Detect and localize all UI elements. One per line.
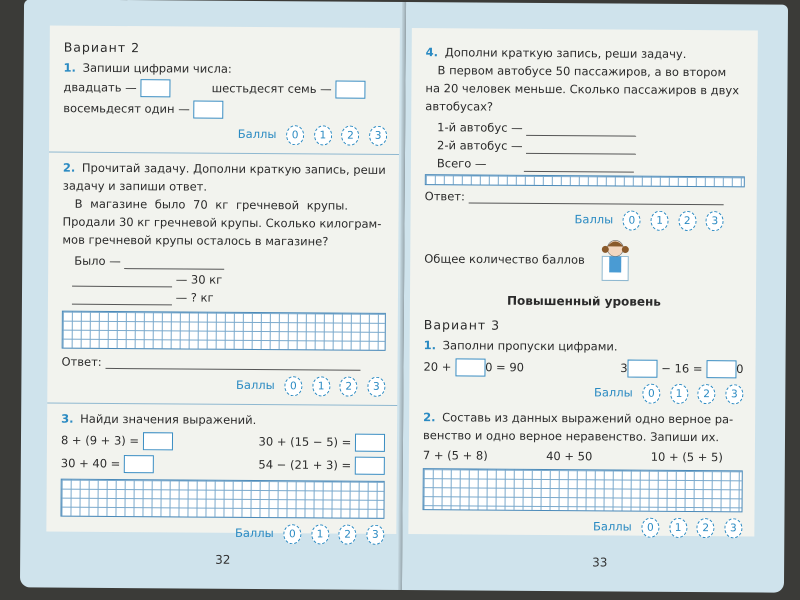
- score-label: Баллы: [593, 519, 632, 534]
- score-circle[interactable]: 3: [725, 384, 743, 404]
- score-label: Баллы: [593, 385, 633, 400]
- task-text: Запиши цифрами числа:: [82, 60, 232, 76]
- expression: − 16 =: [661, 361, 703, 376]
- answer-box[interactable]: [140, 79, 170, 97]
- score-row: [424, 209, 744, 231]
- score-circle[interactable]: 1: [314, 125, 332, 145]
- task-text: Прочитай задачу. Дополни краткую запись, реши: [81, 160, 386, 177]
- answer-box[interactable]: [355, 457, 385, 475]
- score-row: [423, 382, 743, 404]
- expression-row: [423, 358, 743, 378]
- expression: 0 = 90: [485, 360, 525, 375]
- task2-header: [423, 410, 743, 427]
- score-circle[interactable]: 1: [670, 384, 688, 404]
- score-circle[interactable]: 0: [642, 384, 660, 404]
- task-number: 2.: [62, 160, 76, 175]
- expression-row: [61, 455, 385, 475]
- solution-grid[interactable]: [60, 479, 384, 519]
- score-label: Баллы: [234, 525, 274, 541]
- score-row: [63, 124, 387, 146]
- answer-box[interactable]: [124, 455, 154, 473]
- variant-title: Вариант 2: [63, 39, 141, 56]
- task1-header: [424, 338, 744, 355]
- short-note-row1: [425, 120, 745, 137]
- total-score-label: Общее количество баллов: [424, 251, 585, 267]
- answer-box[interactable]: [455, 358, 485, 376]
- answer-line[interactable]: [105, 356, 360, 371]
- number-word: двадцать —: [63, 80, 137, 95]
- note-label: Всего —: [436, 156, 487, 171]
- answer-label: Ответ:: [61, 354, 102, 369]
- open-workbook: [20, 0, 788, 593]
- answer-box[interactable]: [706, 360, 736, 378]
- score-label: Баллы: [237, 126, 277, 142]
- task-number: 3.: [61, 411, 74, 426]
- expression-row: [61, 432, 385, 452]
- score-circle[interactable]: 1: [312, 376, 330, 396]
- short-note-row1: [62, 254, 386, 271]
- number-word: шестьдесят семь —: [211, 81, 332, 96]
- expression: 20 +: [423, 359, 452, 374]
- expression: 3: [620, 361, 628, 376]
- score-circle[interactable]: 0: [641, 518, 659, 538]
- task-text: Заполни пропуски цифрами.: [442, 338, 618, 354]
- blank-line[interactable]: [124, 256, 224, 270]
- score-circle[interactable]: 0: [286, 125, 304, 145]
- task-text: Составь из данных выражений одно верное ра-: [442, 410, 734, 427]
- blank-line[interactable]: [526, 123, 636, 137]
- note-label: 1-й автобус —: [437, 120, 523, 135]
- problem-text: Продали 30 кг гречневой крупы. Сколько килограм-: [62, 214, 382, 231]
- right-page-content: [408, 28, 758, 536]
- note-label: Было —: [74, 253, 121, 269]
- task4-header: [426, 45, 746, 62]
- problem-text: мов гречневой крупы осталось в магазине?: [62, 232, 329, 249]
- expression: 30 + 40 =: [60, 456, 121, 471]
- problem-text: автобусах?: [425, 99, 494, 114]
- right-page: [402, 2, 788, 593]
- score-circle[interactable]: 1: [669, 518, 687, 538]
- score-row: [422, 516, 742, 538]
- answer-box[interactable]: [193, 101, 223, 119]
- number-word: восемьдесят один —: [63, 101, 190, 116]
- solution-grid[interactable]: [425, 174, 745, 187]
- task3-header: [61, 412, 385, 429]
- score-circle[interactable]: 2: [697, 518, 715, 538]
- score-label: Баллы: [235, 377, 275, 393]
- expression: 54 − (21 + 3) =: [258, 457, 352, 473]
- girl-illustration: [598, 238, 632, 282]
- expression: 10 + (5 + 5): [650, 449, 723, 465]
- task-text: Найди значения выражений.: [80, 411, 257, 427]
- task-text: задачу и запиши ответ.: [62, 178, 208, 194]
- short-note-row3: [425, 156, 745, 173]
- expression: 30 + (15 − 5) =: [258, 434, 352, 450]
- solution-grid[interactable]: [62, 311, 386, 351]
- left-page-content: [46, 26, 400, 541]
- score-circle[interactable]: 0: [284, 376, 302, 396]
- task-text: Дополни краткую запись, реши задачу.: [444, 45, 687, 61]
- answer-box[interactable]: [143, 432, 173, 450]
- score-circle[interactable]: 3: [367, 377, 385, 397]
- answer-line[interactable]: [468, 190, 723, 205]
- score-circle[interactable]: 3: [369, 126, 387, 146]
- problem-text: В первом автобусе 50 пассажиров, а во втором: [437, 63, 727, 80]
- short-note-row2: [425, 138, 745, 155]
- score-circle[interactable]: 0: [623, 211, 641, 231]
- left-page: [20, 0, 406, 590]
- note-label: — 30 кг: [175, 272, 223, 287]
- answer-row: [61, 355, 385, 371]
- total-score-row: [424, 237, 744, 283]
- score-circle[interactable]: 2: [339, 525, 357, 545]
- task1-row2: [63, 100, 387, 120]
- problem-text: на 20 человек меньше. Сколько пассажиров в двух: [425, 81, 740, 98]
- short-note-row2: [62, 272, 386, 289]
- score-circle[interactable]: 1: [650, 211, 668, 231]
- page-number: 33: [592, 555, 608, 570]
- task-number: 1.: [423, 338, 437, 353]
- divider: [47, 403, 397, 406]
- divider: [49, 152, 399, 155]
- blank-line[interactable]: [524, 159, 634, 173]
- score-circle[interactable]: 3: [724, 518, 742, 538]
- answer-row: [425, 189, 745, 205]
- task1-header: [64, 61, 388, 78]
- answer-box[interactable]: [628, 360, 658, 378]
- blank-line[interactable]: [72, 292, 172, 306]
- task-number: 2.: [423, 410, 436, 425]
- task-number: 4.: [425, 45, 439, 60]
- answer-label: Ответ:: [424, 189, 465, 204]
- task2-header: [63, 161, 387, 178]
- expression-row: [423, 448, 743, 464]
- score-circle[interactable]: 3: [366, 525, 384, 545]
- score-circle[interactable]: 3: [706, 211, 724, 231]
- task1-row1: [63, 79, 387, 99]
- problem-text: В магазине было 70 кг гречневой крупы.: [74, 196, 349, 213]
- expression: 7 + (5 + 8): [422, 448, 488, 463]
- solution-grid[interactable]: [423, 468, 743, 512]
- note-label: — ? кг: [175, 290, 214, 305]
- expression: 8 + (9 + 3) =: [60, 433, 140, 448]
- score-circle[interactable]: 2: [698, 384, 716, 404]
- blank-line[interactable]: [526, 141, 636, 155]
- score-circle[interactable]: 2: [340, 377, 358, 397]
- score-row: [60, 523, 384, 545]
- blank-line[interactable]: [72, 274, 172, 288]
- level-title: Повышенный уровень: [506, 293, 661, 309]
- variant-title: Вариант 3: [423, 317, 501, 333]
- answer-box[interactable]: [355, 434, 385, 452]
- expression: 40 + 50: [546, 448, 593, 464]
- task-text: венство и одно верное неравенство. Запиши их.: [422, 428, 720, 445]
- score-circle[interactable]: 2: [678, 211, 696, 231]
- task-number: 1.: [63, 60, 77, 75]
- score-circle[interactable]: 1: [311, 524, 329, 544]
- short-note-row3: [62, 290, 386, 307]
- score-label: Баллы: [574, 212, 614, 227]
- score-row: [61, 375, 385, 397]
- answer-box[interactable]: [335, 81, 365, 99]
- expression: 0: [736, 361, 744, 376]
- page-number: 32: [215, 552, 231, 567]
- note-label: 2-й автобус —: [437, 138, 523, 153]
- score-circle[interactable]: 2: [341, 126, 359, 146]
- score-circle[interactable]: 0: [283, 524, 301, 544]
